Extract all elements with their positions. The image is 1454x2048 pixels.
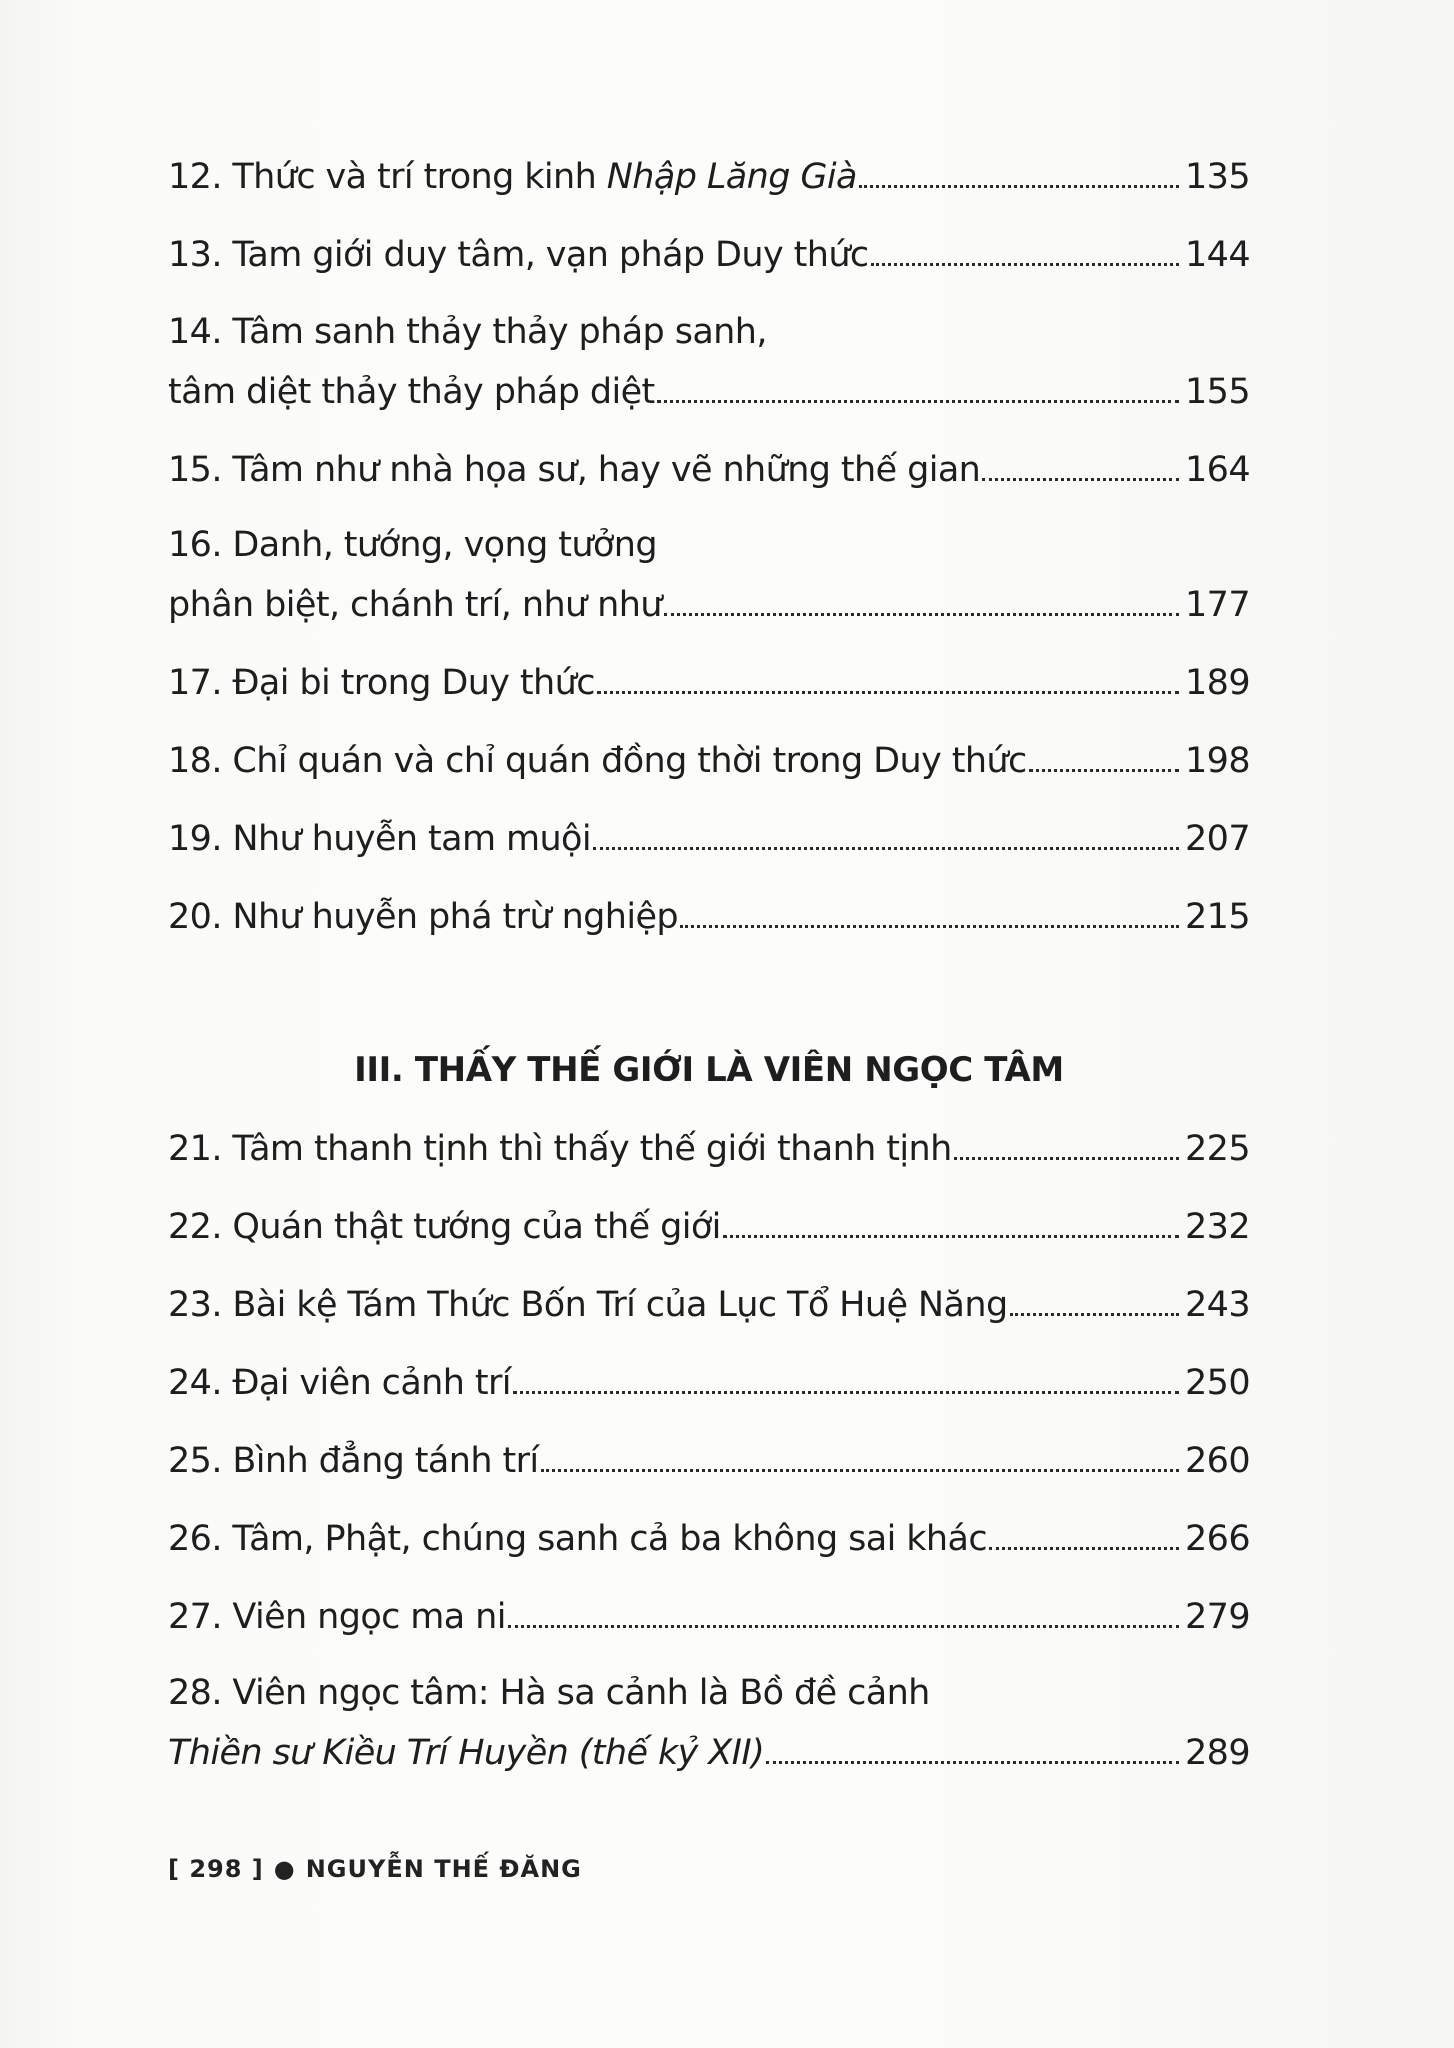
toc-entry-label: 21. Tâm thanh tịnh thì thấy thế giới thanh tịnh [168, 1129, 952, 1169]
toc-entry-page: 155 [1184, 372, 1250, 412]
toc-entry-page: 243 [1184, 1285, 1250, 1325]
dot-leader [982, 477, 1179, 481]
toc-entry-first-line: 16. Danh, tướng, vọng tưởng [168, 525, 657, 565]
toc-entry-first-line: 14. Tâm sanh thảy thảy pháp sanh, [168, 312, 767, 352]
toc-entry-12 [168, 157, 1250, 197]
toc-entry-label: Thiền sư Kiều Trí Huyền (thế kỷ XII) [168, 1733, 765, 1773]
toc-entry-22 [168, 1207, 1250, 1247]
dot-leader [766, 1760, 1179, 1764]
dot-leader [593, 846, 1179, 850]
toc-entry-label: 22. Quán thật tướng của thế giới [168, 1207, 721, 1247]
toc-entry-page: 189 [1184, 663, 1250, 703]
toc-entry-page: 215 [1184, 897, 1250, 937]
toc-entry-16 [168, 525, 1250, 625]
toc-entry-page: 232 [1184, 1207, 1250, 1247]
dot-leader [657, 399, 1179, 403]
toc-entry-label: 25. Bình đẳng tánh trí [168, 1441, 539, 1481]
toc-entry-label: 18. Chỉ quán và chỉ quán đồng thời trong Duy thức [168, 741, 1027, 781]
bullet-icon: ● [273, 1855, 296, 1883]
toc-entry-13 [168, 235, 1250, 275]
dot-leader [541, 1468, 1179, 1472]
toc-entry-first-line: 28. Viên ngọc tâm: Hà sa cảnh là Bồ đề cảnh [168, 1673, 930, 1713]
dot-leader [664, 612, 1179, 616]
toc-entry-label: 12. Thức và trí trong kinh Nhập Lăng Già [168, 157, 857, 197]
toc-entry-page: 225 [1184, 1129, 1250, 1169]
toc-entry-page: 177 [1184, 585, 1250, 625]
page-footer [168, 1855, 582, 1883]
dot-leader [513, 1390, 1179, 1394]
toc-entry-page: 260 [1184, 1441, 1250, 1481]
toc-entry-18 [168, 741, 1250, 781]
toc-entry-24 [168, 1363, 1250, 1403]
toc-entry-20 [168, 897, 1250, 937]
toc-entry-label: 24. Đại viên cảnh trí [168, 1363, 511, 1403]
toc-entry-label: 20. Như huyễn phá trừ nghiệp [168, 897, 679, 937]
dot-leader [871, 262, 1179, 266]
toc-entry-17 [168, 663, 1250, 703]
dot-leader [1010, 1312, 1179, 1316]
toc-entry-label: 17. Đại bi trong Duy thức [168, 663, 595, 703]
toc-entry-27 [168, 1597, 1250, 1637]
toc-entry-page: 289 [1184, 1733, 1250, 1773]
toc-entry-page: 207 [1184, 819, 1250, 859]
toc-entry-page: 198 [1184, 741, 1250, 781]
dot-leader [723, 1234, 1179, 1238]
dot-leader [989, 1546, 1179, 1550]
toc-entry-page: 250 [1184, 1363, 1250, 1403]
toc-entry-label: 19. Như huyễn tam muội [168, 819, 591, 859]
toc-entry-28 [168, 1673, 1250, 1773]
toc-entry-26 [168, 1519, 1250, 1559]
dot-leader [680, 924, 1179, 928]
toc-entry-page: 144 [1184, 235, 1250, 275]
toc-entry-page: 164 [1184, 450, 1250, 490]
toc-entry-15 [168, 450, 1250, 490]
toc-entry-label: 23. Bài kệ Tám Thức Bốn Trí của Lục Tổ Huệ Năng [168, 1285, 1008, 1325]
dot-leader [597, 690, 1179, 694]
toc-entry-page: 266 [1184, 1519, 1250, 1559]
dot-leader [508, 1624, 1179, 1628]
section-heading: III. THẤY THẾ GIỚI LÀ VIÊN NGỌC TÂM [354, 1050, 1064, 1090]
toc-entry-page: 279 [1184, 1597, 1250, 1637]
toc-entry-label: tâm diệt thảy thảy pháp diệt [168, 372, 655, 412]
toc-entry-19 [168, 819, 1250, 859]
toc-entry-label: 26. Tâm, Phật, chúng sanh cả ba không sai khác [168, 1519, 987, 1559]
toc-entry-page: 135 [1184, 157, 1250, 197]
toc-entry-23 [168, 1285, 1250, 1325]
toc-entry-label: phân biệt, chánh trí, như như [168, 585, 662, 625]
toc-entry-21 [168, 1129, 1250, 1169]
dot-leader [1029, 768, 1179, 772]
footer-author: NGUYỄN THẾ ĐĂNG [305, 1855, 582, 1883]
footer-page-number: [ 298 ] [168, 1855, 264, 1883]
toc-entry-label: 27. Viên ngọc ma ni [168, 1597, 506, 1637]
toc-entry-label: 15. Tâm như nhà họa sư, hay vẽ những thế gian [168, 450, 981, 490]
dot-leader [954, 1156, 1179, 1160]
toc-entry-14 [168, 312, 1250, 412]
toc-entry-25 [168, 1441, 1250, 1481]
toc-entry-label: 13. Tam giới duy tâm, vạn pháp Duy thức [168, 235, 869, 275]
dot-leader [859, 184, 1179, 188]
